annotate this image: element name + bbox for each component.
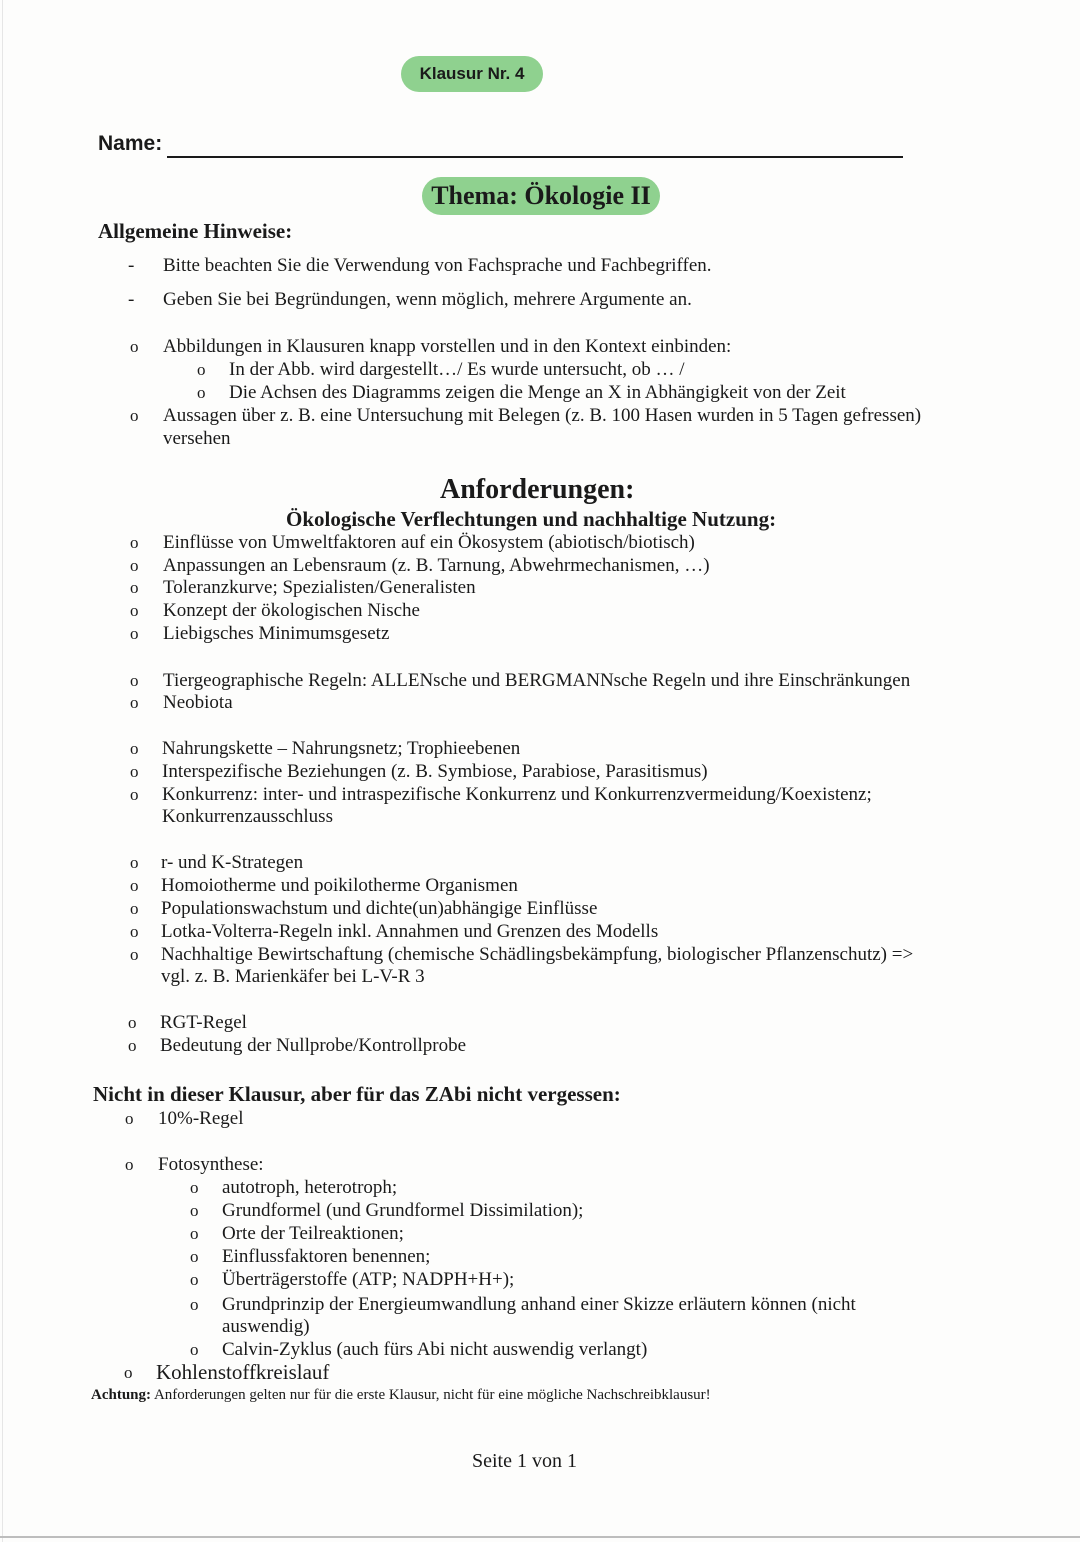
nicht-heading: Nicht in dieser Klausur, aber für das ZAbi nicht vergessen: [93, 1082, 621, 1106]
hinweis-item: Aussagen über z. B. eine Untersuchung mit Belegen (z. B. 100 Hasen wurden in 5 Tagen gefressen) [163, 405, 922, 426]
page-number: Seite 1 von 1 [472, 1450, 577, 1472]
foto-subitem: Orte der Teilreaktionen; [222, 1223, 404, 1244]
hinweis-item: Abbildungen in Klausuren knapp vorstellen und in den Kontext einbinden: [163, 336, 732, 357]
requirement-item: Tiergeographische Regeln: ALLENsche und BERGMANNsche Regeln und ihre Einschränkungen [163, 670, 911, 691]
circle-bullet-icon: o [130, 624, 139, 643]
foto-subitem: autotroph, heterotroph; [222, 1177, 398, 1198]
page-bottom-edge [0, 1536, 1080, 1538]
requirement-item: Interspezifische Beziehungen (z. B. Symbiose, Parabiose, Parasitismus) [162, 761, 708, 782]
circle-bullet-icon: o [130, 337, 139, 356]
circle-bullet-icon: o [130, 533, 139, 552]
circle-bullet-icon: o [130, 406, 139, 425]
circle-bullet-icon: o [130, 899, 139, 918]
hinweis-item-cont: versehen [163, 428, 231, 449]
page-edge [2, 0, 3, 1542]
nicht-item: 10%-Regel [158, 1108, 244, 1129]
requirement-item: Neobiota [163, 692, 233, 713]
circle-bullet-icon: o [197, 383, 206, 402]
circle-bullet-icon: o [128, 1013, 137, 1032]
circle-bullet-icon: o [130, 671, 139, 690]
requirement-item: Populationswachstum und dichte(un)abhängige Einflüsse [161, 898, 598, 919]
hinweise-heading: Allgemeine Hinweise: [98, 219, 293, 243]
circle-bullet-icon: o [190, 1340, 199, 1359]
nicht-item: Kohlenstoffkreislauf [156, 1360, 330, 1384]
circle-bullet-icon: o [190, 1178, 199, 1197]
foto-subitem-cont: auswendig) [222, 1316, 310, 1337]
thema-text: Thema: Ökologie II [431, 181, 651, 210]
klausur-badge-text: Klausur Nr. 4 [419, 64, 525, 83]
anforderungen-title: Anforderungen: [440, 474, 635, 505]
requirement-item: RGT-Regel [160, 1012, 247, 1033]
circle-bullet-icon: o [130, 739, 139, 758]
foto-subitem: Überträgerstoffe (ATP; NADPH+H+); [222, 1269, 515, 1290]
circle-bullet-icon: o [130, 876, 139, 895]
foto-subitem: Grundformel (und Grundformel Dissimilation); [222, 1200, 584, 1221]
circle-bullet-icon: o [197, 360, 206, 379]
thema-badge [422, 177, 660, 215]
circle-bullet-icon: o [190, 1295, 199, 1314]
requirement-item: Lotka-Volterra-Regeln inkl. Annahmen und Grenzen des Modells [161, 921, 659, 942]
requirement-item: Nahrungskette – Nahrungsnetz; Trophieebenen [162, 738, 521, 759]
circle-bullet-icon: o [130, 785, 139, 804]
foto-subitem: Grundprinzip der Energieumwandlung anhand einer Skizze erläutern können (nicht [222, 1294, 856, 1315]
circle-bullet-icon: o [130, 922, 139, 941]
requirement-item: Nachhaltige Bewirtschaftung (chemische Schädlingsbekämpfung, biologischer Pflanzenschutz) => [161, 944, 914, 965]
circle-bullet-icon: o [130, 556, 139, 575]
circle-bullet-icon: o [130, 762, 139, 781]
circle-bullet-icon: o [190, 1224, 199, 1243]
requirement-item-cont: vgl. z. B. Marienkäfer bei L-V-R 3 [161, 966, 425, 987]
circle-bullet-icon: o [130, 693, 139, 712]
hinweis-subitem: In der Abb. wird dargestellt…/ Es wurde untersucht, ob … / [229, 359, 685, 380]
requirement-item: Homoiotherme und poikilotherme Organismen [161, 875, 518, 896]
achtung-label: Achtung: [91, 1387, 152, 1403]
circle-bullet-icon: o [130, 853, 139, 872]
hinweis-item: Geben Sie bei Begründungen, wenn möglich, mehrere Argumente an. [163, 289, 692, 310]
achtung-note [91, 1387, 711, 1404]
requirement-item: Liebigsches Minimumsgesetz [163, 623, 390, 644]
hinweis-subitem: Die Achsen des Diagramms zeigen die Menge an X in Abhängigkeit von der Zeit [229, 382, 846, 403]
requirement-item: r- und K-Strategen [161, 852, 304, 873]
requirement-item: Bedeutung der Nullprobe/Kontrollprobe [160, 1035, 467, 1056]
hinweis-item: Bitte beachten Sie die Verwendung von Fachsprache und Fachbegriffen. [163, 255, 712, 276]
achtung-text: Anforderungen gelten nur für die erste Klausur, nicht für eine mögliche Nachschreibklausur! [153, 1387, 711, 1403]
circle-bullet-icon: o [130, 945, 139, 964]
name-label: Name: [98, 132, 163, 155]
circle-bullet-icon: o [190, 1270, 199, 1289]
circle-bullet-icon: o [190, 1201, 199, 1220]
circle-bullet-icon: o [128, 1036, 137, 1055]
requirement-item-cont: Konkurrenzausschluss [162, 806, 333, 827]
dash-icon: - [128, 289, 135, 310]
circle-bullet-icon: o [125, 1155, 134, 1174]
anforderungen-subtitle: Ökologische Verflechtungen und nachhaltige Nutzung: [286, 507, 777, 531]
foto-subitem: Einflussfaktoren benennen; [222, 1246, 431, 1267]
nicht-item: Fotosynthese: [158, 1154, 264, 1175]
circle-bullet-icon: o [124, 1363, 133, 1382]
klausur-badge [401, 56, 543, 92]
foto-subitem: Calvin-Zyklus (auch fürs Abi nicht auswendig verlangt) [222, 1339, 648, 1360]
requirement-item: Konkurrenz: inter- und intraspezifische Konkurrenz und Konkurrenzvermeidung/Koexistenz; [162, 784, 872, 805]
requirement-item: Konzept der ökologischen Nische [163, 600, 420, 621]
circle-bullet-icon: o [125, 1109, 134, 1128]
dash-icon: - [128, 255, 135, 276]
circle-bullet-icon: o [130, 601, 139, 620]
name-field-line[interactable] [167, 156, 903, 158]
requirement-item: Einflüsse von Umweltfaktoren auf ein Ökosystem (abiotisch/biotisch) [163, 532, 695, 553]
circle-bullet-icon: o [190, 1247, 199, 1266]
requirement-item: Toleranzkurve; Spezialisten/Generalisten [163, 577, 476, 598]
requirement-item: Anpassungen an Lebensraum (z. B. Tarnung, Abwehrmechanismen, …) [163, 555, 710, 576]
circle-bullet-icon: o [130, 578, 139, 597]
